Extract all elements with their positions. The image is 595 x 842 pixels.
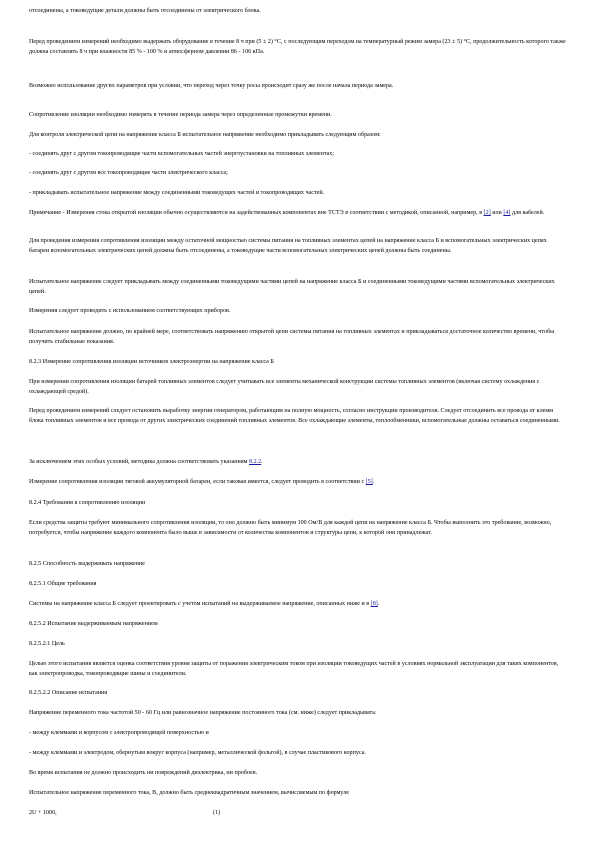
list-item: - соединять друг с другом все токопроводящие части электрического класса; (29, 170, 228, 176)
reference-link-2[interactable]: [2] (483, 210, 491, 216)
paragraph: Во время испытания не должно происходить ни повреждений диэлектрика, ни пробоев. (29, 770, 258, 776)
paragraph-text: Системы на напряжение класса Б следует проектировать с учетом испытаний на выдерживаемое напряжение, описанных ниже и в (29, 601, 371, 607)
formula-number: (1) (213, 810, 221, 816)
paragraph: Перед проведением измерений следует остановить выработку энергии генератором, работающим на полную мощность, согласно инструкции производителя. Следует отсоединить все провода от клемм блока топливных элементов и все провода от других электрических соединений топливных элементов. Все охлаждающие элементы, теплообменники, вспомогательные должны оставаться соединенными. (29, 408, 560, 424)
note-paragraph (29, 209, 567, 219)
list-item: - между клеммами и корпусом с электропроводящей поверхностью и (29, 730, 209, 736)
section-heading-8-2-5-2-1: 8.2.5.2.1 Цель (29, 641, 65, 647)
note-text: для кабелей. (510, 210, 545, 216)
paragraph: Для контроля электрической цепи на напряжение класса Б испытательное напряжение необходимо прикладывать следующим образом: (29, 132, 381, 138)
paragraph-text: . (372, 479, 375, 485)
paragraph: Перед проведением измерений необходимо выдержать оборудование в течение 8 ч при (5 ± 2) °С, с последующим переходом на температурный режим замера (23 ± 5) °С, продолжительность которого также должна составлять 8 ч при влажности 85 % - 100 % и атмосферном давлении 86 - 106 кПа. (29, 39, 566, 55)
paragraph: При измерении сопротивления изоляции батарей топливных элементов следует учитывать все элементы механической конструкции системы топливных элементов (включая систему охлаждения с охлаждающей средой). (29, 379, 540, 395)
formula-line (29, 809, 567, 819)
paragraph-text: . (377, 601, 380, 607)
formula: 2U + 1000, (29, 810, 57, 816)
section-heading-8-2-5-2-2: 8.2.5.2.2 Описание испытания (29, 690, 108, 696)
paragraph (29, 478, 567, 488)
reference-link-4[interactable]: [4] (503, 210, 511, 216)
list-item: - соединять друг с другом токопроводящие части вспомогательных частей энергоустановки на топливных элементах; (29, 151, 335, 157)
note-text: Примечание - Измерения стока открытой изоляции обычно осуществляются на задействованных компонентах вне ТСТЭ в соответствии с методикой, описанной, например, в (29, 210, 484, 216)
section-heading-8-2-4: 8.2.4 Требования к сопротивлению изоляции (29, 500, 146, 506)
paragraph: Испытательное напряжение следует прикладывать между соединенными токоведущими частями цепей на напряжение класса Б и соединенными токоведущими частями вспомогательных электрических цепей. (29, 279, 555, 295)
paragraph: отсоединены, а токоведущие детали должны быть отсоединены от электрического блока. (29, 8, 261, 14)
paragraph: Возможно использование других параметров при условии, что переход через точку росы происходит сразу же после начала периода замера. (29, 83, 394, 89)
section-heading-8-2-5-2: 8.2.5.2 Испытание выдерживаемым напряжением (29, 621, 158, 627)
section-heading-8-2-5: 8.2.5 Способность выдерживать напряжение (29, 561, 145, 567)
paragraph-text: За исключением этих особых условий, методика должна соответствовать указаниям (29, 459, 249, 465)
paragraph: Испытательное напряжение должно, по крайней мере, соответствовать напряжению открытой цепи системы питания на топливных элементах и прикладываться достаточное количество времени, чтобы получить стабильные показания. (29, 329, 555, 345)
list-item: - между клеммами и электродом, обернутым вокруг корпуса (например, металлической фольгой), в случае пластикового корпуса. (29, 750, 366, 756)
paragraph: Испытательное напряжение переменного тока, В, должно быть среднеквадратичным значением, вычисляемым по формуле (29, 790, 349, 796)
paragraph: Измерения следует проводить с использованием соответствующих приборов. (29, 308, 231, 314)
paragraph: Сопротивление изоляции необходимо измерять в течение периода замера через определенные промежутки времени. (29, 112, 332, 118)
section-link-8-2-2[interactable]: 8.2.2 (249, 459, 262, 465)
section-heading-8-2-5-1: 8.2.5.1 Общие требования (29, 581, 97, 587)
list-item: - прикладывать испытательное напряжение между соединенными токоведущих частей и токопроводящих частей. (29, 190, 325, 196)
paragraph-text: Измерение сопротивления изоляции тяговой аккумуляторной батареи, если таковая имеется, следует проводить в соответствии с (29, 479, 366, 485)
paragraph-text: . (261, 459, 263, 465)
paragraph (29, 458, 567, 468)
paragraph: Если средства защиты требуют минимального сопротивления изоляции, то оно должно быть минимум 100 Ом/В для каждой цепи на напряжение класса Б. Чтобы выполнить это требование, возможно, потребуется, чтобы напряжение каждого компонента было выше в зависимости от количества компонентов и структуры цепи, к которой они принадлежат. (29, 520, 552, 536)
reference-link-5[interactable]: [5] (365, 479, 373, 485)
paragraph (29, 600, 567, 610)
paragraph: Для проведения измерения сопротивления изоляции между остаточной мощностью системы питания на топливных элементах цепей на напряжение класса Б и вспомогательных электрических цепях батареи вспомогательных электрических цепей должны быть отсоединены, а токоведущие части вспомогательных электрических цепей должны быть соединены. (29, 238, 547, 254)
note-text: или (490, 210, 504, 216)
paragraph: Целью этого испытания является оценка соответствия уровня защиты от поражения электрическим током при изоляции токоведущих частей в условиях нормальной эксплуатации для таких компонентов, как электропроводка, токопроводящие шины и соединители. (29, 661, 559, 677)
reference-link-8[interactable]: [8] (370, 601, 378, 607)
paragraph: Напряжение переменного тока частотой 50 - 60 Гц или равнозначное напряжение постоянного тока (см. ниже) следует прикладывать: (29, 710, 377, 716)
section-heading-8-2-3: 8.2.3 Измерение сопротивления изоляции источников электроэнергии на напряжение класса Б (29, 359, 274, 365)
